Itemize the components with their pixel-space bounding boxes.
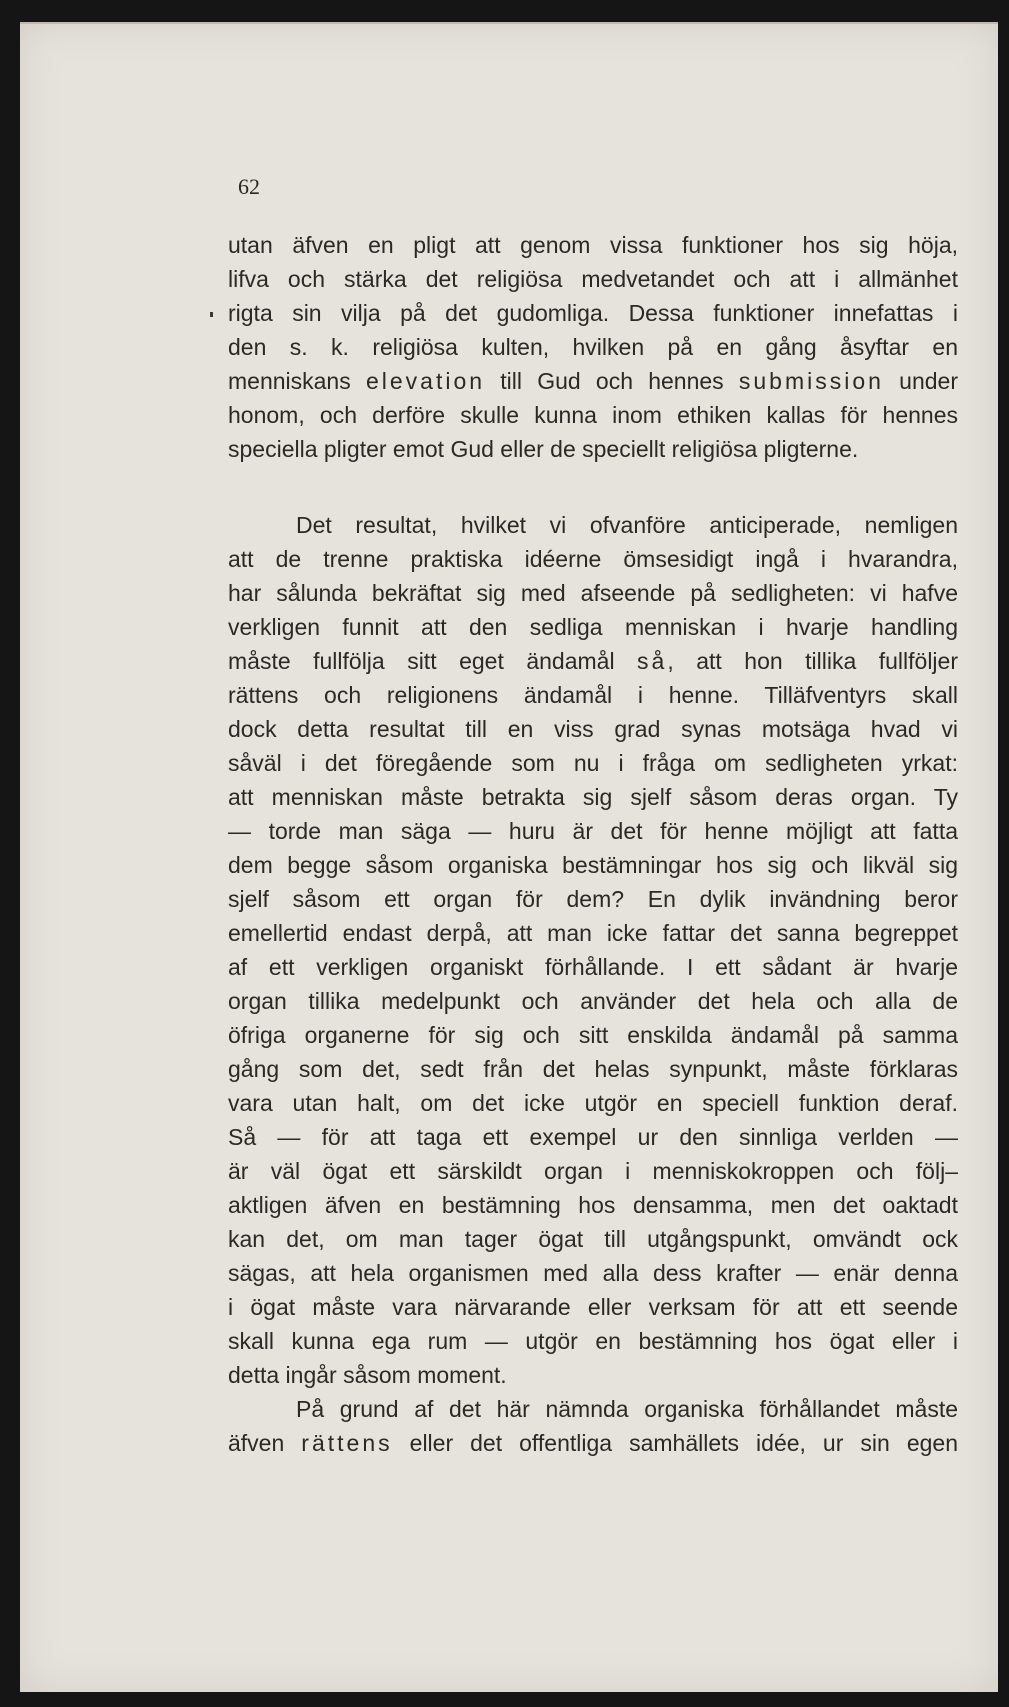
text-segment: eller det offentliga samhällets idée, ur sin egen [392,1430,958,1456]
spaced-emphasis: elevation [365,368,486,394]
text-line: rättens och religionens ändamål i henne. Tilläfventyrs skall [228,682,958,708]
text-line: har sålunda bekräftat sig med afseende på sedligheten: vi hafve [228,580,958,606]
text-segment: menniskans [228,368,366,394]
text-line: utan äfven en pligt att genom vissa funktioner hos sig höja, [228,232,958,258]
text-line: sägas, att hela organismen med alla dess krafter — enär denna [228,1260,958,1286]
text-segment: under [883,368,958,394]
text-line: den s. k. religiösa kulten, hvilken på en gång åsyftar en [228,334,958,360]
text-line: sjelf såsom ett organ för dem? En dylik invändning beror [228,886,958,912]
text-line [228,1426,958,1460]
text-line: såväl i det föregående som nu i fråga om sedligheten yrkat: [228,750,958,776]
text-line: aktligen äfven en bestämning hos densamma, men det oaktadt [228,1192,958,1218]
paragraph [228,228,958,466]
text-line: dem begge såsom organiska bestämningar hos sig och likväl sig [228,852,958,878]
text-segment: , att hon tillika fullföljer [667,648,958,674]
text-line: af ett verkligen organiskt förhållande. I ett sådant är hvarje [228,954,958,980]
text-line: öfriga organerne för sig och sitt enskilda ändamål på samma [228,1022,958,1048]
text-line: rigta sin vilja på det gudomliga. Dessa funktioner innefattas i [228,300,958,326]
text-line: vara utan halt, om det icke utgör en speciell funktion deraf. [228,1090,958,1116]
margin-mark [210,312,213,317]
paragraph [228,1392,958,1460]
body-text [228,228,958,1460]
text-line: verkligen funnit att den sedliga menniskan i hvarje handling [228,614,958,640]
text-line: att menniskan måste betrakta sig sjelf såsom deras organ. Ty [228,784,958,810]
text-line: organ tillika medelpunkt och använder det hela och alla de [228,988,958,1014]
text-line: emellertid endast derpå, att man icke fattar det sanna begreppet [228,920,958,946]
text-line [228,364,958,398]
spaced-emphasis: så [637,648,668,674]
text-line: honom, och derföre skulle kunna inom ethiken kallas för hennes [228,402,958,428]
text-line: detta ingår såsom moment. [228,1362,507,1388]
text-line: att de trenne praktiska idéerne ömsesidigt ingå i hvarandra, [228,546,958,572]
text-line: i ögat måste vara närvarande eller verksam för att ett seende [228,1294,958,1320]
text-segment: äfven [228,1430,302,1456]
spaced-emphasis: submission [738,368,884,394]
text-line: är väl ögat ett särskildt organ i menniskokroppen och följ– [228,1158,958,1184]
paragraph [228,508,958,1392]
text-line: gång som det, sedt från det helas synpunkt, måste förklaras [228,1056,958,1082]
spaced-emphasis: rättens [301,1430,393,1456]
text-segment: till Gud och hennes [485,368,739,394]
text-line [228,644,958,678]
text-line: skall kunna ega rum — utgör en bestämning hos ögat eller i [228,1328,958,1354]
text-line: På grund af det här nämnda organiska förhållandet måste [296,1396,958,1422]
text-line: kan det, om man tager ögat till utgångspunkt, omvändt ock [228,1226,958,1252]
text-line: dock detta resultat till en viss grad synas motsäga hvad vi [228,716,958,742]
text-line: Det resultat, hvilket vi ofvanföre anticiperade, nemligen [296,512,958,538]
text-line: Så — för att taga ett exempel ur den sinnliga verlden — [228,1124,958,1150]
page-number: 62 [238,174,260,199]
text-line: lifva och stärka det religiösa medvetandet och att i allmänhet [228,266,958,292]
page-top-edge [20,22,998,24]
text-segment: måste fullfölja sitt eget ändamål [228,648,638,674]
text-line: speciella pligter emot Gud eller de speciellt religiösa pligterne. [228,436,859,462]
paragraph-gap [228,466,958,508]
text-line: — torde man säga — huru är det för henne möjligt att fatta [228,818,958,844]
